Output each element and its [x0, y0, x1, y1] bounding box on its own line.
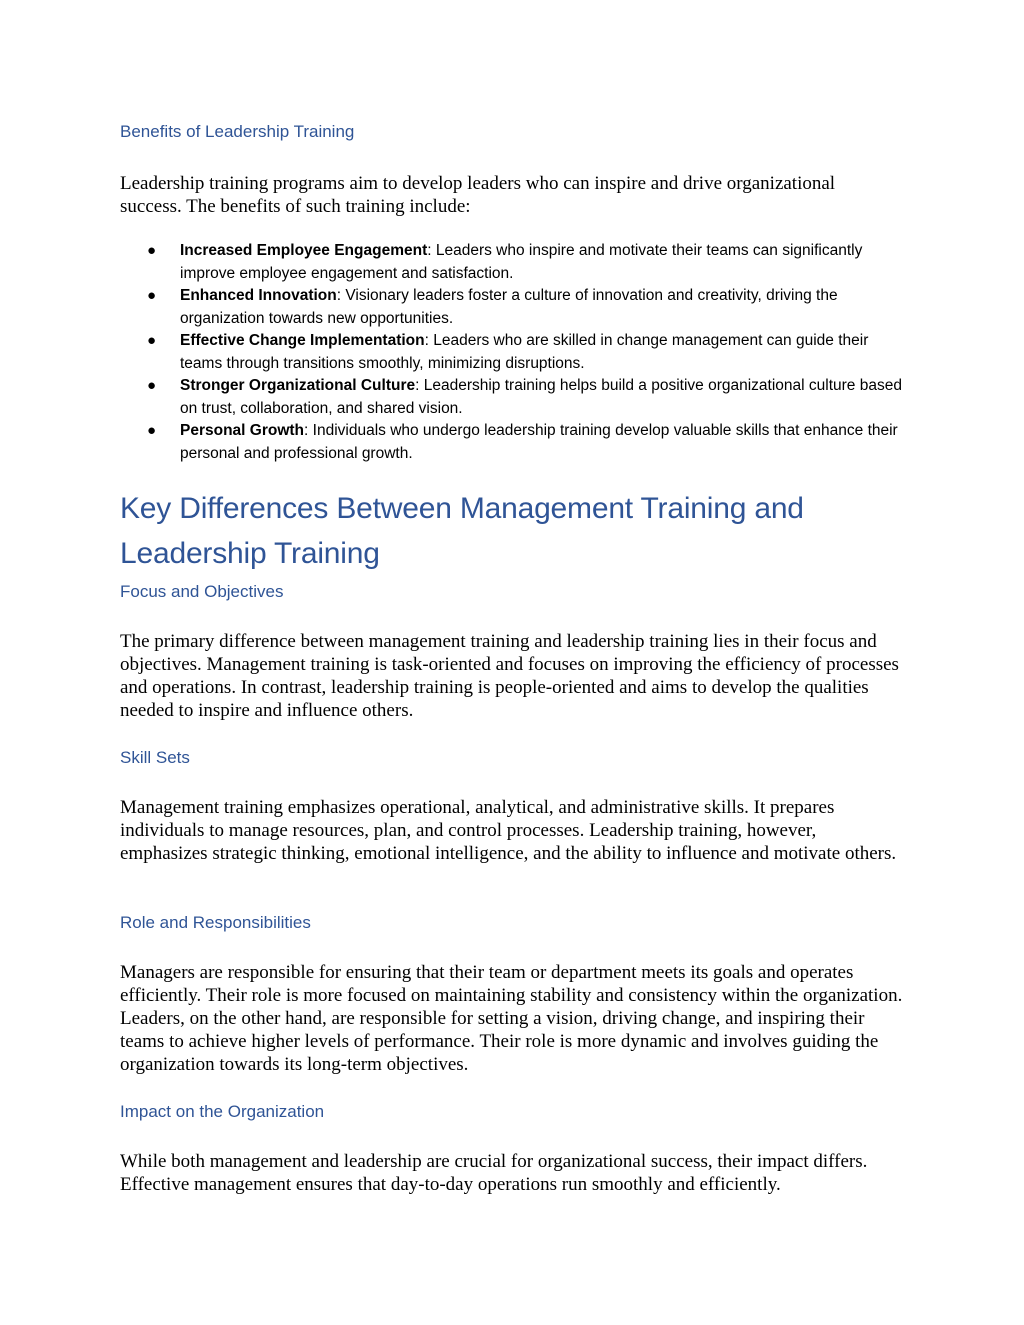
differences-title: Key Differences Between Management Training and Leadership Training [120, 492, 804, 570]
list-item-text: : Leadership training helps build a positive organizational culture based on trust, collaboration, and shared vision. [180, 377, 902, 417]
bullet-icon: ● [147, 287, 157, 304]
list-item [120, 240, 905, 285]
list-item-term: Effective Change Implementation [180, 332, 425, 349]
list-item-text: : Individuals who undergo leadership training develop valuable skills that enhance their personal and professional growth. [180, 422, 898, 462]
list-item-text: : Leaders who inspire and motivate their teams can significantly improve employee engagement and satisfaction. [180, 242, 863, 282]
list-item-text: : Leaders who are skilled in change management can guide their teams through transitions smoothly, minimizing disruptions. [180, 332, 869, 372]
list-item-term: Increased Employee Engagement [180, 242, 428, 259]
list-item [120, 330, 905, 375]
list-item [120, 375, 905, 420]
benefits-intro: Leadership training programs aim to develop leaders who can inspire and drive organizational success. The benefits of such training include: [120, 173, 836, 217]
list-item [120, 420, 905, 465]
list-item-text: : Visionary leaders foster a culture of innovation and creativity, driving the organization towards new opportunities. [180, 287, 838, 327]
focus-heading: Focus and Objectives [120, 582, 284, 601]
list-item-term: Personal Growth [180, 422, 305, 439]
focus-text: The primary difference between management training and leadership training lies in their focus and objectives. Management training is task-oriented and focuses on improving the efficiency of processes and operations. In contrast, leadership training is people-oriented and aims to develop the qualities needed to inspire and influence others. [120, 631, 899, 721]
bullet-icon: ● [147, 377, 157, 394]
bullet-icon: ● [147, 422, 157, 439]
skills-heading: Skill Sets [120, 748, 190, 767]
roles-heading: Role and Responsibilities [120, 913, 311, 932]
benefits-list [120, 240, 905, 465]
roles-text: Managers are responsible for ensuring that their team or department meets its goals and operates efficiently. Their role is more focused on maintaining stability and consistency within the organization. Leaders, on the other hand, are responsible for setting a vision, driving change, and inspiring their teams to achieve higher levels of performance. Their role is more dynamic and involves guiding the organization towards its long-term objectives. [120, 962, 903, 1075]
impact-text: While both management and leadership are crucial for organizational success, their impact differs. Effective management ensures that day-to-day operations run smoothly and efficiently. [120, 1151, 868, 1195]
benefits-heading: Benefits of Leadership Training [120, 122, 355, 141]
impact-heading: Impact on the Organization [120, 1102, 325, 1121]
list-item-term: Stronger Organizational Culture [180, 377, 416, 394]
list-item-term: Enhanced Innovation [180, 287, 337, 304]
list-item [120, 285, 905, 330]
bullet-icon: ● [147, 242, 157, 259]
skills-text: Management training emphasizes operational, analytical, and administrative skills. It prepares individuals to manage resources, plan, and control processes. Leadership training, however, emphasizes strategic thinking, emotional intelligence, and the ability to influence and motivate others. [120, 797, 897, 864]
bullet-icon: ● [147, 332, 157, 349]
